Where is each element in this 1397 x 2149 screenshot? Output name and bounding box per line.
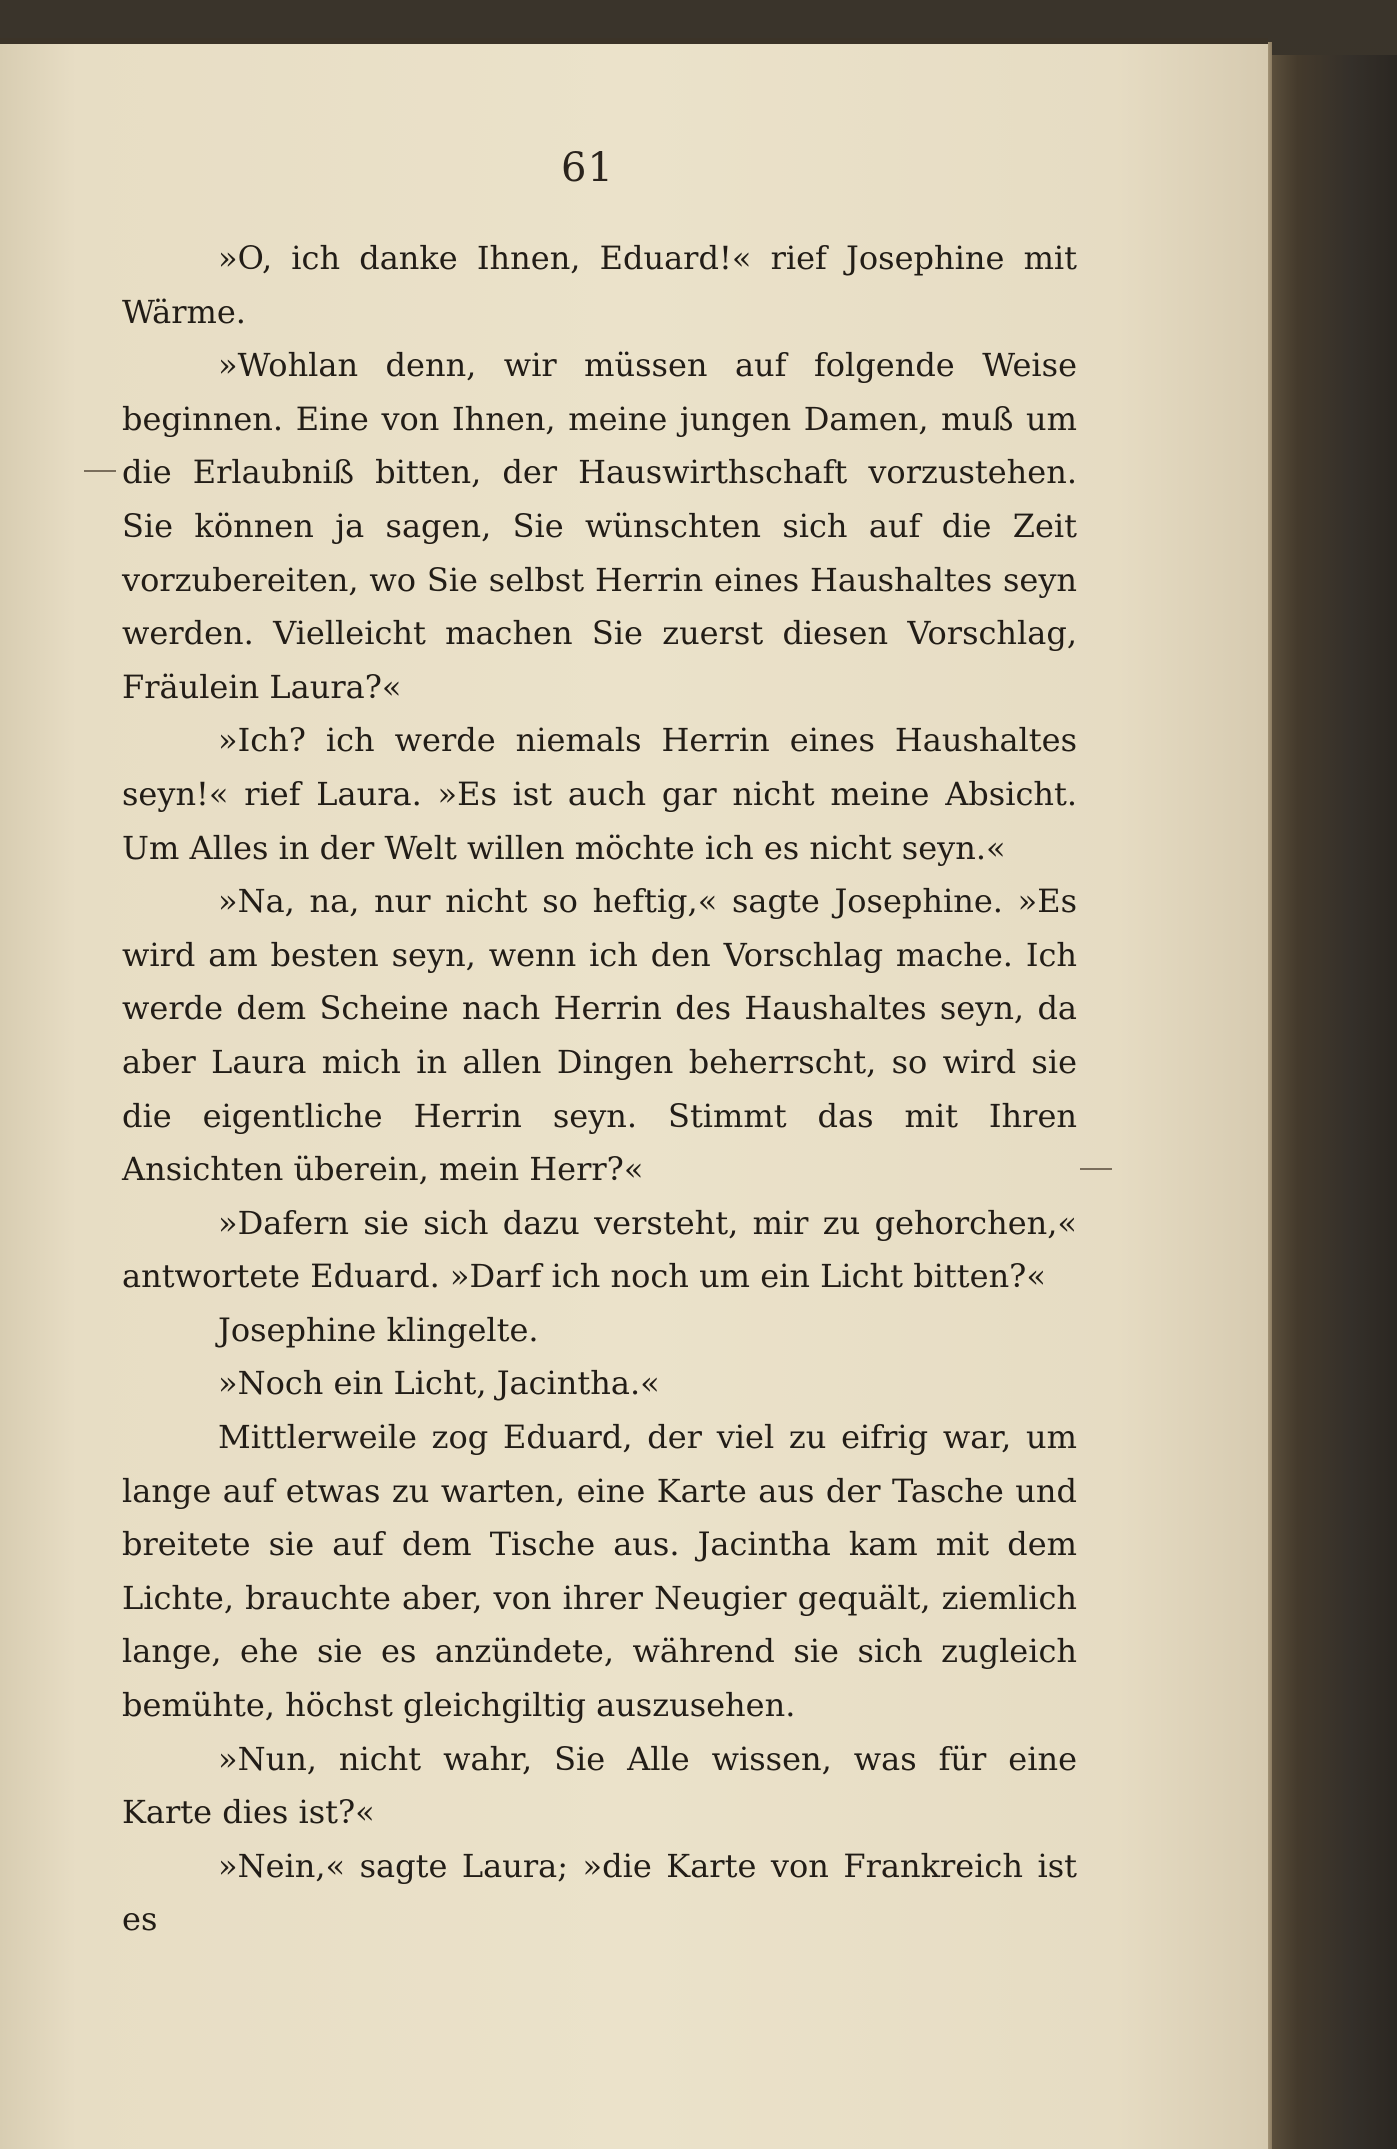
paragraph-8: Mittlerweile zog Eduard, der viel zu eifrig war, um lange auf etwas zu warten, eine Karte aus der Tasche und breitete sie auf dem Tische aus. Jacintha kam mit dem Lichte, brauchte aber, von ihrer Neugier gequält, ziemlich lange, ehe sie es anzündete, während sie sich zugleich bemühte, höchst gleichgiltig auszusehen. <box>122 1418 1077 1725</box>
paragraph-2: »Wohlan denn, wir müssen auf folgende Weise beginnen. Eine von Ihnen, meine jungen Damen, muß um die Erlaubniß bitten, der Hauswirthschaft vorzustehen. Sie können ja sagen, Sie wünschten sich auf die Zeit vorzubereiten, wo Sie selbst Herrin eines Haushaltes seyn werden. Vielleicht machen Sie zuerst diesen Vorschlag, Fräulein Laura?« <box>122 346 1077 706</box>
paragraph-9: »Nun, nicht wahr, Sie Alle wissen, was für eine Karte dies ist?« <box>122 1739 1077 1832</box>
book-cover-board <box>1268 55 1397 2149</box>
paragraph-6: Josephine klingelte. <box>218 1310 539 1349</box>
paragraph-4: »Na, na, nur nicht so heftig,« sagte Josephine. »Es wird am besten seyn, wenn ich den Vorschlag mache. Ich werde dem Scheine nach Herrin des Haushaltes seyn, da aber Laura mich in allen Dingen beherrscht, so wird sie die eigentliche Herrin seyn. Stimmt das mit Ihren Ansichten überein, mein Herr?« <box>122 882 1077 1189</box>
body-text <box>122 232 1077 1947</box>
paragraph-1: »O, ich danke Ihnen, Eduard!« rief Josephine mit Wärme. <box>122 239 1077 331</box>
paragraph-3: »Ich? ich werde niemals Herrin eines Haushaltes seyn!« rief Laura. »Es ist auch gar nicht meine Absicht. Um Alles in der Welt willen möchte ich es nicht seyn.« <box>122 721 1077 867</box>
paragraph-5: »Dafern sie sich dazu versteht, mir zu gehorchen,« antwortete Eduard. »Darf ich noch um ein Licht bitten?« <box>122 1203 1077 1296</box>
paragraph-10: »Nein,« sagte Laura; »die Karte von Frankreich ist es <box>122 1846 1077 1939</box>
margin-mark <box>84 470 116 472</box>
margin-mark <box>1080 1168 1112 1170</box>
paragraph-7: »Noch ein Licht, Jacintha.« <box>218 1364 660 1403</box>
page-number: 61 <box>561 145 614 191</box>
